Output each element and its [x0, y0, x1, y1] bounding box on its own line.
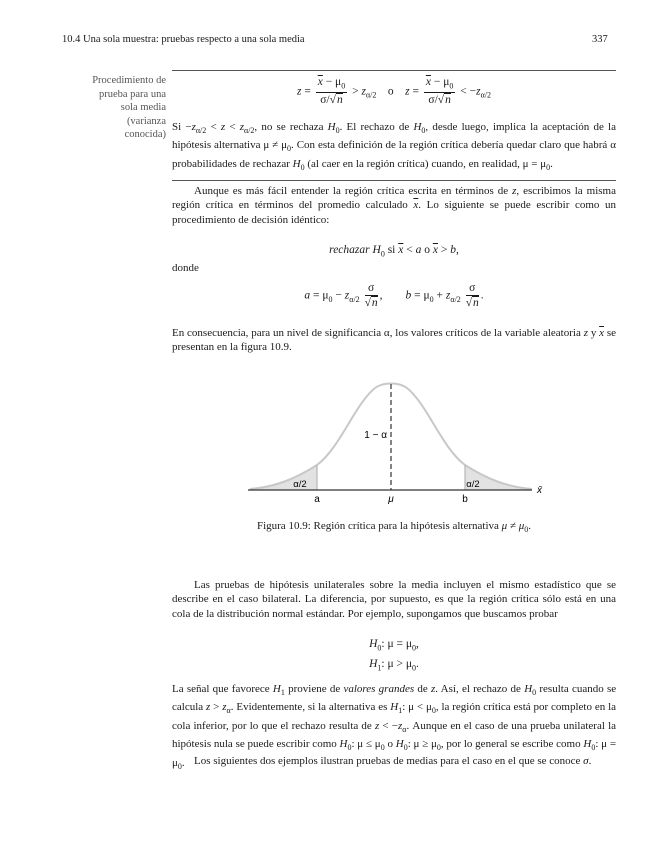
right-tail-label: α/2 — [466, 479, 480, 490]
null-hypothesis: $H_0$: $\mu = \mu_0$, — [369, 638, 419, 653]
critical-values-formula: $a = \mu_0 - z_{\alpha/2}$ $\frac{\sigma}{√n}$ , $b = \mu_0 + z_{\alpha/2}$ $\frac{\sigma}{√n}$ . — [304, 282, 484, 309]
box-bottom-rule — [172, 180, 616, 181]
side-label-line: conocida) — [124, 129, 166, 140]
center-area-label: 1 − α — [364, 430, 387, 441]
paragraph: La señal que favorece $H_1$ proviene de valores grandes de z. Así, el rechazo de $H_0$ resulta cuando se calcula $z > z_\alpha$. Evidentemente, si la alternativa es $H_1$: $\mu < \mu_0$, la región crítica está por completo en la cola inferior, por lo que el rechazo resulta de $z < -z_\alpha$. Aunque en el caso de una prueba unilateral la hipótesis nula se puede escribir como $H_0$: $\mu \le \mu_0$ o $H_0$: $\mu \ge \mu_0$, por lo general se escribe como $H_0$: $\mu = \mu_0$. — [172, 683, 617, 772]
alternative-hypothesis: $H_1$: $\mu > \mu_0$. — [369, 658, 419, 673]
donde-label: donde — [172, 262, 199, 274]
box-text: . El rechazo de — [339, 121, 410, 133]
paragraph-text: y — [590, 327, 597, 339]
paragraph-text: Aunque es más fácil entender la región crítica escrita en términos de — [194, 185, 509, 197]
paragraph: Aunque es más fácil entender la región crítica escrita en términos de z, escribimos la misma región crítica en términos del promedio calculado $\overline{x}$. Lo siguiente se puede escribir como un procedimiento de decisión idéntico: — [172, 185, 616, 226]
paragraph-text: de — [417, 683, 428, 695]
paragraph-text: . Aunque en el caso de una prueba unilateral la hipótesis nula se puede escribir como — [172, 719, 617, 751]
box-text: . Con esta definición de la región crítica debería quedar claro que habrá — [291, 139, 608, 152]
figure-caption: Figura 10.9: Región crítica para la hipótesis alternativa $\mu \ne \mu_0$. — [256, 520, 532, 535]
tick-b: b — [462, 494, 468, 505]
paragraph-text: Los siguientes dos ejemplos ilustran pruebas de medias para el caso en el que se conoce — [194, 755, 581, 767]
box-text: probabilidades de rechazar — [172, 157, 290, 170]
paragraph: Los siguientes dos ejemplos ilustran pruebas de medias para el caso en el que se conoce σ. — [194, 755, 592, 767]
paragraph: En consecuencia, para un nivel de significancia α, los valores críticos de la variable aleatoria z y $\overline{x}$ se presentan en la figura 10.9. — [172, 327, 617, 354]
paragraph-text: , por lo general se escribe como — [440, 738, 581, 751]
paragraph-text: , la región crítica está por completo en la cola inferior, por lo que el rechazo resulta de — [172, 701, 617, 732]
decision-rule: rechazar $H_0$ si $\overline{x} < a$ o $\overline{x} > b$, — [329, 244, 459, 259]
paragraph: Las pruebas de hipótesis unilaterales sobre la media incluyen el mismo estadístico que se describe en el caso bilateral. La diferencia, por supuesto, es que la región crítica sólo está en una cola de la distribución normal estándar. Por ejemplo, supongamos que buscamos probar — [172, 579, 616, 620]
or-word: o — [387, 85, 394, 98]
tick-a: a — [314, 494, 320, 505]
side-label-line: (varianza — [126, 115, 166, 127]
paragraph-text: . Lo siguiente se puede escribir como un procedimiento de decisión idéntico: — [172, 199, 616, 226]
paragraph-text: La señal que favorece — [172, 683, 270, 695]
axis-label: x̄ — [537, 485, 542, 496]
paragraph-text: . Así, el rechazo de — [435, 683, 521, 695]
side-label-line: Procedimiento de — [92, 75, 166, 86]
paragraph-text: , escribimos la misma región crítica en términos del promedio calculado — [172, 185, 616, 212]
test-statistic-formula: z = $\frac{\overline{x} - \mu_0}{\sigma/√n}$ > $z_{\alpha/2}$ o z = $\frac{\overline{x} - \mu_0}{\sigma/√n}$ < $-z_{\alpha/2}$ — [296, 76, 492, 107]
paragraph-text: se presentan en la figura 10.9. — [172, 327, 617, 354]
caption-text: Figura 10.9: Región crítica para la hipótesis alternativa — [256, 520, 499, 532]
normal-curve-figure — [240, 372, 550, 512]
box-top-rule — [172, 70, 616, 71]
sigma-symbol: σ — [583, 755, 589, 767]
or-word: o — [424, 244, 430, 256]
left-tail-label: α/2 — [293, 479, 307, 490]
paragraph-text: valores grandes — [343, 683, 415, 695]
box-paragraph: $Si -z_{\alpha/2} < z < z_{\alpha/2}$, no se rechaza $H_0$. El rechazo de $H_0$, desde luego, implica la aceptación de la hipótesis alternativa $\mu \ne \mu_0$. Con esta definición de la región crítica debería quedar claro que habrá α probabilidades de rechazar $H_0$ (al caer en la región crítica) cuando, en realidad, $\mu = \mu_0$. — [172, 121, 617, 173]
paragraph-text: proviene de — [288, 683, 341, 695]
box-text: , desde luego, implica la aceptación de la hipótesis alternativa — [172, 121, 616, 152]
page-number: 337 — [592, 34, 608, 45]
paragraph-text: . Evidentemente, si la alternativa es — [230, 701, 388, 714]
box-text: no se rechaza — [261, 121, 324, 133]
paragraph-text: resulta cuando se calcula — [172, 683, 617, 714]
si-word: si — [387, 244, 396, 256]
left-tail-area — [250, 465, 317, 490]
paragraph-text: En consecuencia, para un nivel de significancia — [172, 327, 382, 339]
tick-mu: μ — [388, 494, 394, 505]
reject-word: rechazar — [329, 244, 370, 256]
paragraph-text: o — [387, 738, 393, 751]
si-word: Si — [172, 121, 182, 133]
running-header: 10.4 Una sola muestra: pruebas respecto a una sola media — [62, 34, 305, 45]
side-label — [62, 74, 166, 142]
side-label-line: sola media — [120, 102, 166, 113]
paragraph-text: , los valores críticos de la variable aleatoria — [389, 327, 581, 339]
box-text: (al caer en la región crítica) cuando, en realidad, — [307, 157, 520, 170]
side-label-line: prueba para una — [98, 88, 166, 100]
